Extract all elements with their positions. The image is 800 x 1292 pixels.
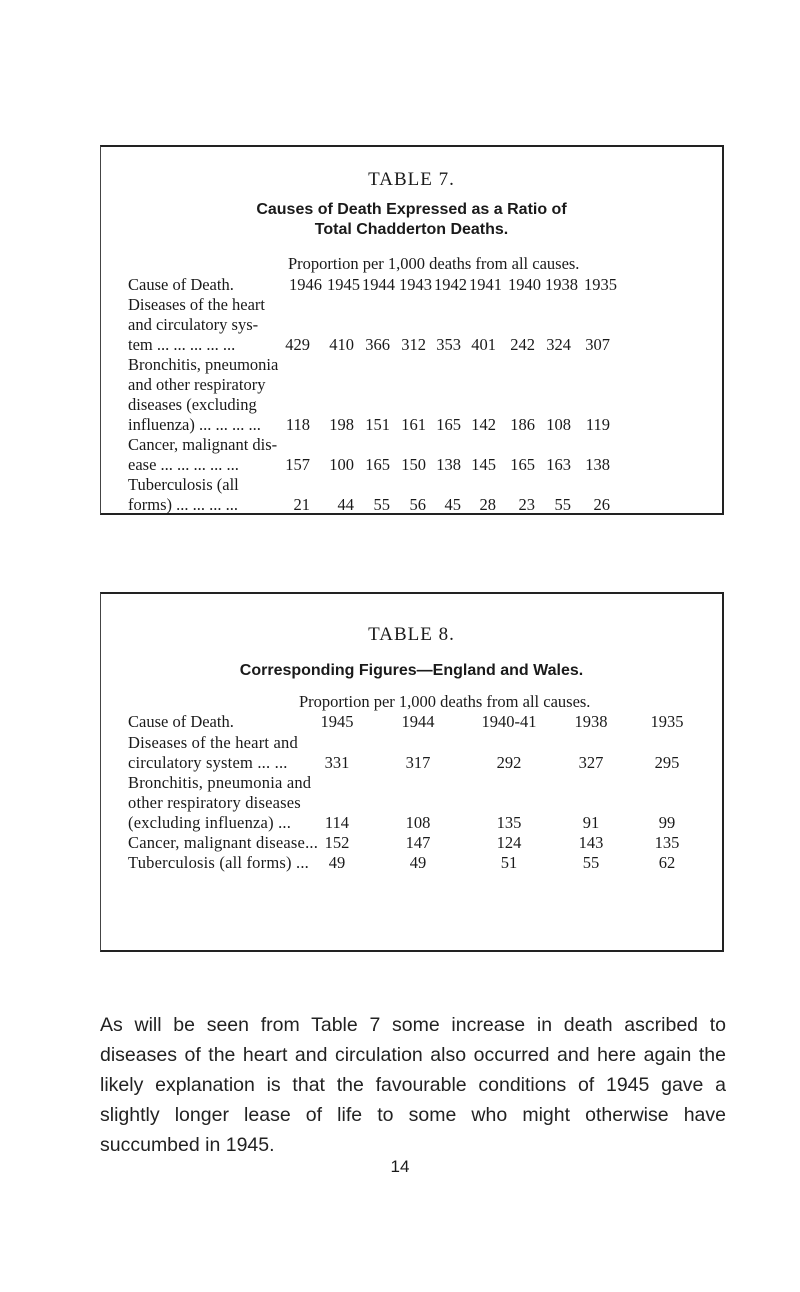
table-7-title: TABLE 7. bbox=[368, 169, 455, 190]
table-8-cell: 143 bbox=[578, 833, 604, 852]
table-7-year-header: 1945 bbox=[327, 275, 360, 294]
table-8-cell: 124 bbox=[496, 833, 522, 852]
table-8-cell: 91 bbox=[582, 813, 600, 832]
table-8-year-header: 1935 bbox=[650, 712, 684, 731]
body-paragraph: As will be seen from Table 7 some increase in death ascribed to diseases of the heart and circulation also occurred and here again the likely explanation is that the favourable conditions of 1945 gave a slightly longer lease of life to some who might otherwise have succumbed in 1945. bbox=[100, 1014, 726, 1156]
table-7-cell: 307 bbox=[585, 335, 610, 354]
table-7-cell: 28 bbox=[479, 495, 496, 514]
table-7-subtitle-line-1: Causes of Death Expressed as a Ratio of bbox=[256, 201, 567, 218]
table-7-cell: 44 bbox=[337, 495, 354, 514]
table-8-cell: 62 bbox=[658, 853, 676, 872]
table-7-year-header: 1943 bbox=[399, 275, 432, 294]
table-7-cell: 165 bbox=[510, 455, 535, 474]
table-8-cell: 295 bbox=[654, 753, 680, 772]
table-8-year-header: 1940-41 bbox=[481, 712, 537, 731]
table-8-cell: 331 bbox=[324, 753, 350, 772]
table-7-cell: 118 bbox=[285, 415, 310, 434]
table-7-cell: 312 bbox=[401, 335, 426, 354]
table-8-cell: 108 bbox=[405, 813, 431, 832]
table-7-cell: 186 bbox=[510, 415, 535, 434]
table-7-row-label: ease ... ... ... ... ... bbox=[128, 455, 239, 474]
table-8 bbox=[100, 592, 724, 952]
table-7-row-label: forms) ... ... ... ... bbox=[128, 495, 238, 514]
table-8-cause-header: Cause of Death. bbox=[128, 712, 234, 731]
table-7-year-header: 1938 bbox=[545, 275, 578, 294]
table-8-year-header: 1944 bbox=[401, 712, 435, 731]
table-8-cell: 317 bbox=[405, 753, 431, 772]
table-7-cell: 145 bbox=[471, 455, 496, 474]
table-8-cell: 51 bbox=[500, 853, 518, 872]
table-7-cell: 151 bbox=[365, 415, 390, 434]
table-7-cell: 198 bbox=[329, 415, 354, 434]
table-8-row-label: Diseases of the heart and bbox=[128, 733, 298, 752]
table-7-year-header: 1946 bbox=[289, 275, 322, 294]
table-7-cell: 157 bbox=[285, 455, 310, 474]
table-7-cell: 165 bbox=[365, 455, 390, 474]
table-8-year-header: 1945 bbox=[320, 712, 354, 731]
table-8-proportion-header: Proportion per 1,000 deaths from all causes. bbox=[299, 692, 591, 711]
table-8-year-header: 1938 bbox=[574, 712, 608, 731]
table-8-cell: 49 bbox=[328, 853, 346, 872]
table-8-cell: 135 bbox=[496, 813, 522, 832]
table-8-row-label: other respiratory diseases bbox=[128, 793, 301, 812]
table-7-cell: 401 bbox=[471, 335, 496, 354]
table-7-row-label: Bronchitis, pneumonia bbox=[128, 355, 279, 374]
table-8-cell: 99 bbox=[658, 813, 676, 832]
table-8-cell: 292 bbox=[496, 753, 522, 772]
table-7-row-label: tem ... ... ... ... ... bbox=[128, 335, 236, 354]
table-7-row-label: Cancer, malignant dis- bbox=[128, 435, 278, 454]
table-7-cell: 410 bbox=[329, 335, 354, 354]
table-7-proportion-header: Proportion per 1,000 deaths from all causes. bbox=[288, 254, 580, 273]
table-8-row-label: (excluding influenza) ... bbox=[128, 813, 292, 832]
table-7-row-label: Tuberculosis (all bbox=[128, 475, 239, 494]
table-8-row-label: circulatory system ... ... bbox=[128, 753, 288, 772]
table-8-cell: 114 bbox=[324, 813, 350, 832]
table-8-cell: 49 bbox=[409, 853, 427, 872]
table-7-cell: 56 bbox=[409, 495, 426, 514]
table-7 bbox=[100, 145, 724, 515]
table-7-row-label: and other respiratory bbox=[128, 375, 266, 394]
table-7-cell: 45 bbox=[444, 495, 461, 514]
table-7-cell: 353 bbox=[436, 335, 461, 354]
table-7-year-header: 1940 bbox=[508, 275, 541, 294]
table-8-cell: 135 bbox=[654, 833, 680, 852]
table-7-cell: 55 bbox=[373, 495, 390, 514]
table-7-cell: 142 bbox=[471, 415, 496, 434]
table-7-cell: 165 bbox=[436, 415, 461, 434]
table-7-cell: 119 bbox=[585, 415, 610, 434]
table-7-cell: 26 bbox=[593, 495, 610, 514]
table-8-title: TABLE 8. bbox=[368, 624, 455, 645]
table-7-year-header: 1944 bbox=[362, 275, 395, 294]
table-7-cell: 163 bbox=[546, 455, 571, 474]
table-7-cell: 324 bbox=[546, 335, 571, 354]
table-8-row-label: Tuberculosis (all forms) ... bbox=[128, 853, 309, 872]
table-7-cell: 150 bbox=[401, 455, 426, 474]
table-7-cell: 242 bbox=[510, 335, 535, 354]
table-7-cause-header: Cause of Death. bbox=[128, 275, 234, 294]
table-8-cell: 147 bbox=[405, 833, 431, 852]
table-7-cell: 366 bbox=[365, 335, 390, 354]
table-7-row-label: influenza) ... ... ... ... bbox=[128, 415, 261, 434]
table-7-subtitle-line-2: Total Chadderton Deaths. bbox=[314, 221, 509, 238]
table-8-subtitle: Corresponding Figures—England and Wales. bbox=[239, 662, 584, 679]
table-7-year-header: 1942 bbox=[434, 275, 467, 294]
table-7-row-label: diseases (excluding bbox=[128, 395, 257, 414]
table-7-cell: 138 bbox=[436, 455, 461, 474]
table-8-cell: 55 bbox=[582, 853, 600, 872]
table-8-row-label: Bronchitis, pneumonia and bbox=[128, 773, 312, 792]
table-8-cell: 327 bbox=[578, 753, 604, 772]
table-7-cell: 21 bbox=[293, 495, 310, 514]
table-7-cell: 108 bbox=[546, 415, 571, 434]
table-7-year-header: 1935 bbox=[584, 275, 617, 294]
table-7-cell: 138 bbox=[585, 455, 610, 474]
table-7-year-header: 1941 bbox=[469, 275, 502, 294]
page-number: 14 bbox=[390, 1157, 410, 1176]
table-7-row-label: Diseases of the heart bbox=[128, 295, 265, 314]
table-7-cell: 23 bbox=[518, 495, 535, 514]
table-7-row-label: and circulatory sys- bbox=[128, 315, 259, 334]
table-7-cell: 55 bbox=[554, 495, 571, 514]
table-7-cell: 429 bbox=[285, 335, 310, 354]
table-7-cell: 161 bbox=[401, 415, 426, 434]
table-7-cell: 100 bbox=[329, 455, 354, 474]
table-8-cell: 152 bbox=[324, 833, 350, 852]
table-8-row-label: Cancer, malignant disease... bbox=[128, 833, 319, 852]
